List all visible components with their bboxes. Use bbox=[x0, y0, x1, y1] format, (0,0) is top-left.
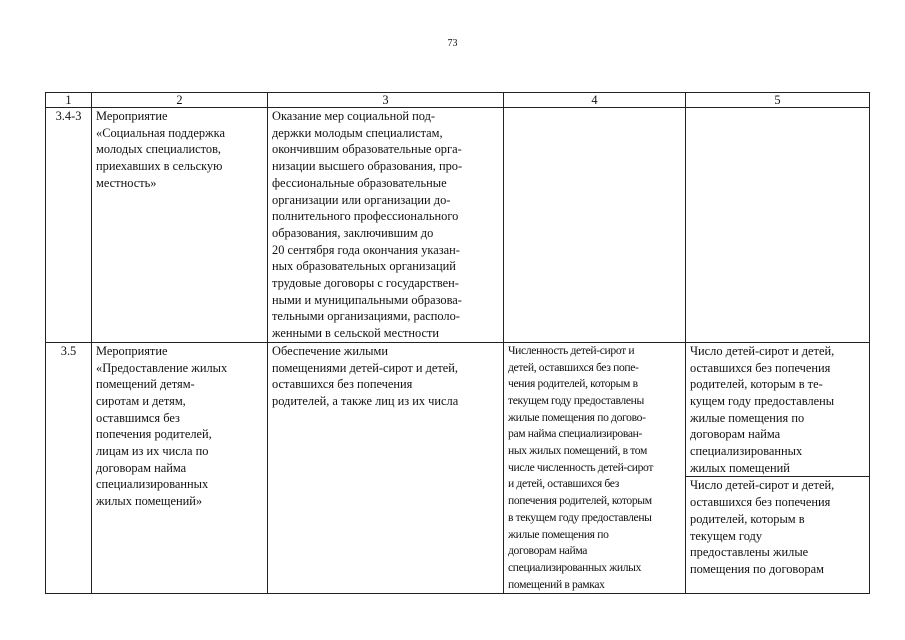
result-item: Число детей-сирот и детей, оставшихся без попечения родителей, которым в те- кущем году предоставлены жилые помещения по договорам найма специализированных жилых помещений bbox=[690, 343, 835, 475]
column-header-1: 1 bbox=[46, 93, 92, 108]
table-row bbox=[46, 342, 870, 594]
indicator-cell: Численность детей-сирот и детей, оставшихся без попе- чения родителей, которым в текущем году предоставлены жилые помещения по догово- рам найма специализирован- ных жилых помещений, в том числе численность детей-сирот и детей, оставшихся без попечения родителей, которым в текущем году предоставлены жилые помещения по договорам найма специализированных жилых помещений в рамках bbox=[504, 342, 686, 594]
column-header-3: 3 bbox=[268, 93, 504, 108]
activity-description: Обеспечение жилыми помещениями детей-сирот и детей, оставшихся без попечения родителей, а также лиц из их числа bbox=[268, 342, 504, 594]
row-number: 3.4-3 bbox=[46, 108, 92, 343]
result-item: Число детей-сирот и детей, оставшихся без попечения родителей, которым в текущем году предоставлены жилые помещения по договорам bbox=[686, 476, 869, 577]
activity-name: Мероприятие «Социальная поддержка молодых специалистов, приехавших в сельскую местность» bbox=[92, 108, 268, 343]
table-row bbox=[46, 108, 870, 343]
column-header-2: 2 bbox=[92, 93, 268, 108]
page-number: 73 bbox=[447, 38, 458, 49]
column-header-4: 4 bbox=[504, 93, 686, 108]
document-table bbox=[45, 92, 870, 594]
activity-name: Мероприятие «Предоставление жилых помещений детям- сиротам и детям, оставшимся без попечения родителей, лицам из их числа по договорам найма специализированных жилых помещений» bbox=[92, 342, 268, 594]
result-cell bbox=[686, 108, 870, 343]
indicator-cell bbox=[504, 108, 686, 343]
row-number: 3.5 bbox=[46, 342, 92, 594]
column-header-5: 5 bbox=[686, 93, 870, 108]
activity-description: Оказание мер социальной под- держки молодым специалистам, окончившим образовательные орга- низации высшего образования, про- фессиональные образовательные организации или организации до- полнительного профессионального образования, заключившим до 20 сентября года окончания указан- ных образовательных организаций трудовые договоры с государствен- ными и муниципальными образова- тельными организациями, располо- женными в сельской местности bbox=[268, 108, 504, 343]
result-cell bbox=[686, 342, 870, 594]
table-header-row bbox=[46, 93, 870, 108]
